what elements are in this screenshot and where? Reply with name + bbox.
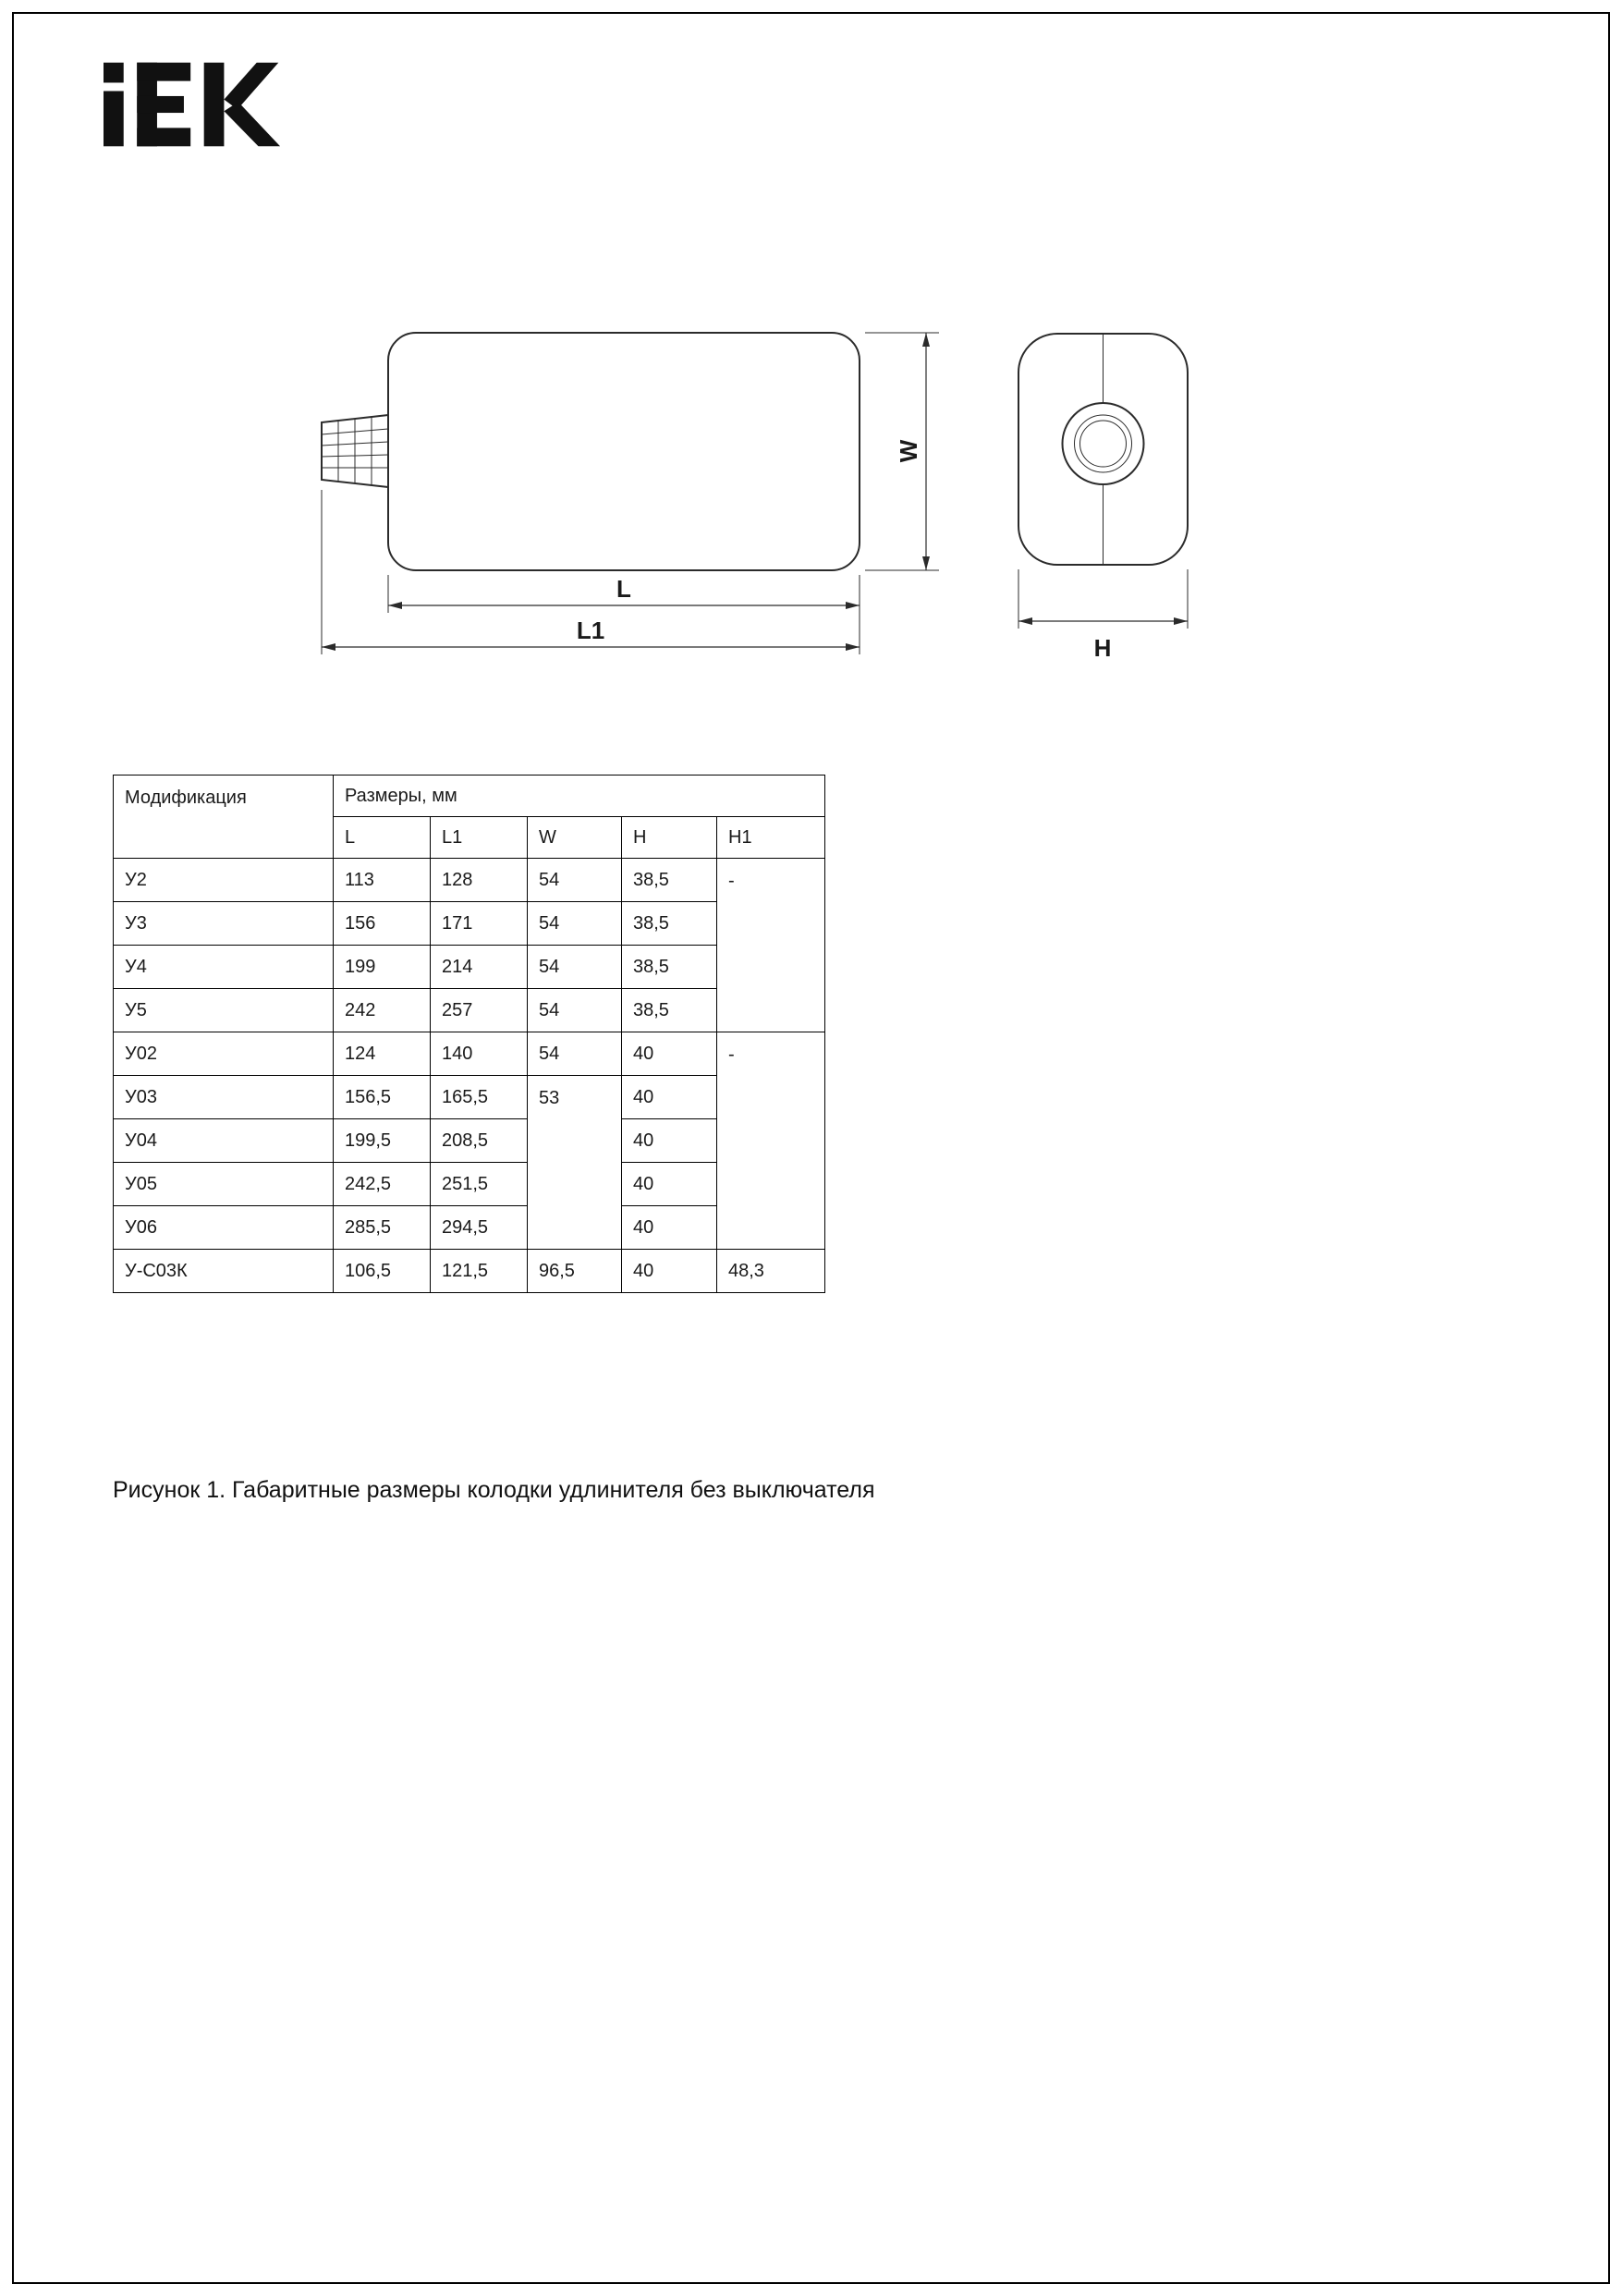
- end-view: [1018, 334, 1188, 565]
- table-row: [114, 859, 825, 902]
- table-header-row: [114, 776, 825, 817]
- cell-l: 285,5: [334, 1206, 431, 1250]
- cell-h: 38,5: [622, 902, 717, 946]
- cell-h: 40: [622, 1032, 717, 1076]
- cell-l1: 121,5: [431, 1250, 528, 1293]
- figure-caption: Рисунок 1. Габаритные размеры колодки удлинителя без выключателя: [113, 1477, 875, 1503]
- cell-h1: -: [717, 859, 825, 1032]
- header-dimensions: Размеры, мм: [334, 776, 825, 817]
- cell-l1: 140: [431, 1032, 528, 1076]
- header-h1: H1: [717, 817, 825, 859]
- cell-l1: 251,5: [431, 1163, 528, 1206]
- cell-l: 199,5: [334, 1119, 431, 1163]
- table-row: [114, 1032, 825, 1076]
- technical-drawing: [277, 305, 1312, 693]
- cell-l: 242,5: [334, 1163, 431, 1206]
- header-h: H: [622, 817, 717, 859]
- dim-label-l1: L1: [576, 617, 605, 644]
- side-view: [322, 333, 860, 570]
- cell-l: 156: [334, 902, 431, 946]
- dimension-l: [388, 575, 860, 654]
- cell-w: 54: [528, 902, 622, 946]
- dimension-h: [1018, 569, 1188, 662]
- cable-gland: [322, 415, 388, 487]
- header-l: L: [334, 817, 431, 859]
- table-row: [114, 1250, 825, 1293]
- cell-l1: 171: [431, 902, 528, 946]
- cell-l1: 128: [431, 859, 528, 902]
- cell-l: 124: [334, 1032, 431, 1076]
- cell-l1: 208,5: [431, 1119, 528, 1163]
- cell-mod: У2: [114, 859, 334, 902]
- dim-label-w: W: [895, 439, 922, 463]
- cell-h: 38,5: [622, 946, 717, 989]
- cell-l1: 214: [431, 946, 528, 989]
- cell-mod: У02: [114, 1032, 334, 1076]
- socket-circles: [1063, 403, 1144, 484]
- cell-l1: 257: [431, 989, 528, 1032]
- cell-l1: 294,5: [431, 1206, 528, 1250]
- cell-h: 40: [622, 1076, 717, 1119]
- cell-w: 96,5: [528, 1250, 622, 1293]
- cell-h1: -: [717, 1032, 825, 1250]
- cell-h: 40: [622, 1250, 717, 1293]
- header-w: W: [528, 817, 622, 859]
- dim-label-h: H: [1093, 634, 1112, 662]
- cell-h: 40: [622, 1163, 717, 1206]
- cell-l: 242: [334, 989, 431, 1032]
- cell-w: 53: [528, 1076, 622, 1250]
- cell-l1: 165,5: [431, 1076, 528, 1119]
- cell-w: 54: [528, 1032, 622, 1076]
- cell-h: 38,5: [622, 989, 717, 1032]
- dim-label-l: L: [616, 575, 631, 603]
- cell-mod: У5: [114, 989, 334, 1032]
- cell-h: 40: [622, 1206, 717, 1250]
- dimension-w: [865, 333, 939, 570]
- cell-l: 156,5: [334, 1076, 431, 1119]
- cell-mod: У-С03К: [114, 1250, 334, 1293]
- cell-l: 113: [334, 859, 431, 902]
- cell-h1: 48,3: [717, 1250, 825, 1293]
- cell-h: 40: [622, 1119, 717, 1163]
- cell-h: 38,5: [622, 859, 717, 902]
- cell-l: 199: [334, 946, 431, 989]
- dimensions-table: [113, 775, 825, 1293]
- cell-mod: У3: [114, 902, 334, 946]
- iek-logo-icon: [104, 59, 281, 150]
- cell-w: 54: [528, 989, 622, 1032]
- header-l1: L1: [431, 817, 528, 859]
- cell-l: 106,5: [334, 1250, 431, 1293]
- cell-mod: У05: [114, 1163, 334, 1206]
- cell-mod: У06: [114, 1206, 334, 1250]
- header-modification: Модификация: [114, 776, 334, 859]
- cell-w: 54: [528, 946, 622, 989]
- cell-mod: У4: [114, 946, 334, 989]
- cell-mod: У03: [114, 1076, 334, 1119]
- block-body-outline: [388, 333, 860, 570]
- cell-w: 54: [528, 859, 622, 902]
- cell-mod: У04: [114, 1119, 334, 1163]
